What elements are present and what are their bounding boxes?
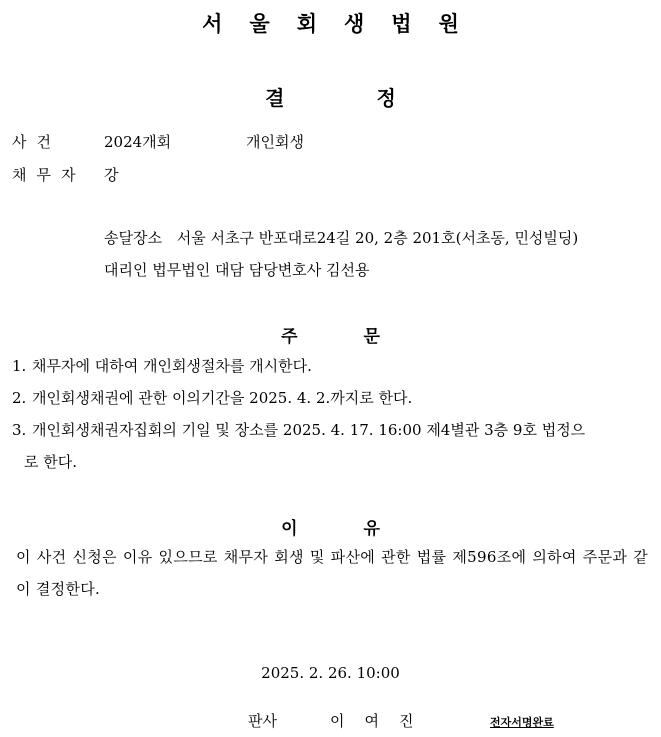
decision-date: 2025. 2. 26. 10:00: [261, 664, 400, 682]
agent-label: 대리인: [104, 261, 148, 279]
order-heading: 주문: [281, 327, 446, 347]
order-item: [12, 414, 652, 446]
case-label: 사건: [12, 133, 61, 151]
order-item-text: 개인회생채권자집회의 기일 및 장소를 2025. 4. 17. 16:00 제4별관 3층 9호 법정으: [32, 421, 586, 439]
order-list: [12, 350, 652, 478]
order-item-number: 3.: [12, 421, 27, 439]
electronic-signature-mark: 전자서명완료: [490, 716, 554, 729]
order-item: [12, 382, 652, 414]
order-item-text: 개인회생채권에 관한 이의기간을 2025. 4. 2.까지로 한다.: [32, 389, 413, 407]
case-number: 2024개회: [104, 133, 172, 151]
service-address-line: [104, 227, 578, 248]
reason-heading: 이유: [281, 519, 446, 539]
court-name: 서울회생법원: [202, 12, 486, 36]
reason-text: 이 사건 신청은 이유 있으므로 채무자 회생 및 파산에 관한 법률 제596조에 의하여 주문과 같이 결정한다.: [16, 548, 648, 598]
order-item-number: 1.: [12, 357, 27, 375]
judge-label: 판사: [248, 712, 277, 730]
case-type: 개인회생: [246, 133, 304, 151]
debtor-label: 채무자: [12, 166, 86, 184]
order-item-text: 채무자에 대하여 개인회생절차를 개시한다.: [32, 357, 312, 375]
service-address: 서울 서초구 반포대로24길 20, 2층 201호(서초동, 민성빌딩): [176, 229, 579, 247]
document-title: 결정: [265, 86, 488, 110]
agent-name: 법무법인 대담 담당변호사 김선용: [152, 261, 370, 279]
debtor-name: 강: [104, 166, 119, 184]
order-item: [12, 350, 652, 382]
order-item-number: 2.: [12, 389, 27, 407]
service-address-label: 송달장소: [104, 229, 162, 247]
order-item-continuation: 로 한다.: [24, 453, 78, 471]
agent-line: [104, 259, 369, 280]
judge-name: 이여진: [330, 712, 434, 730]
